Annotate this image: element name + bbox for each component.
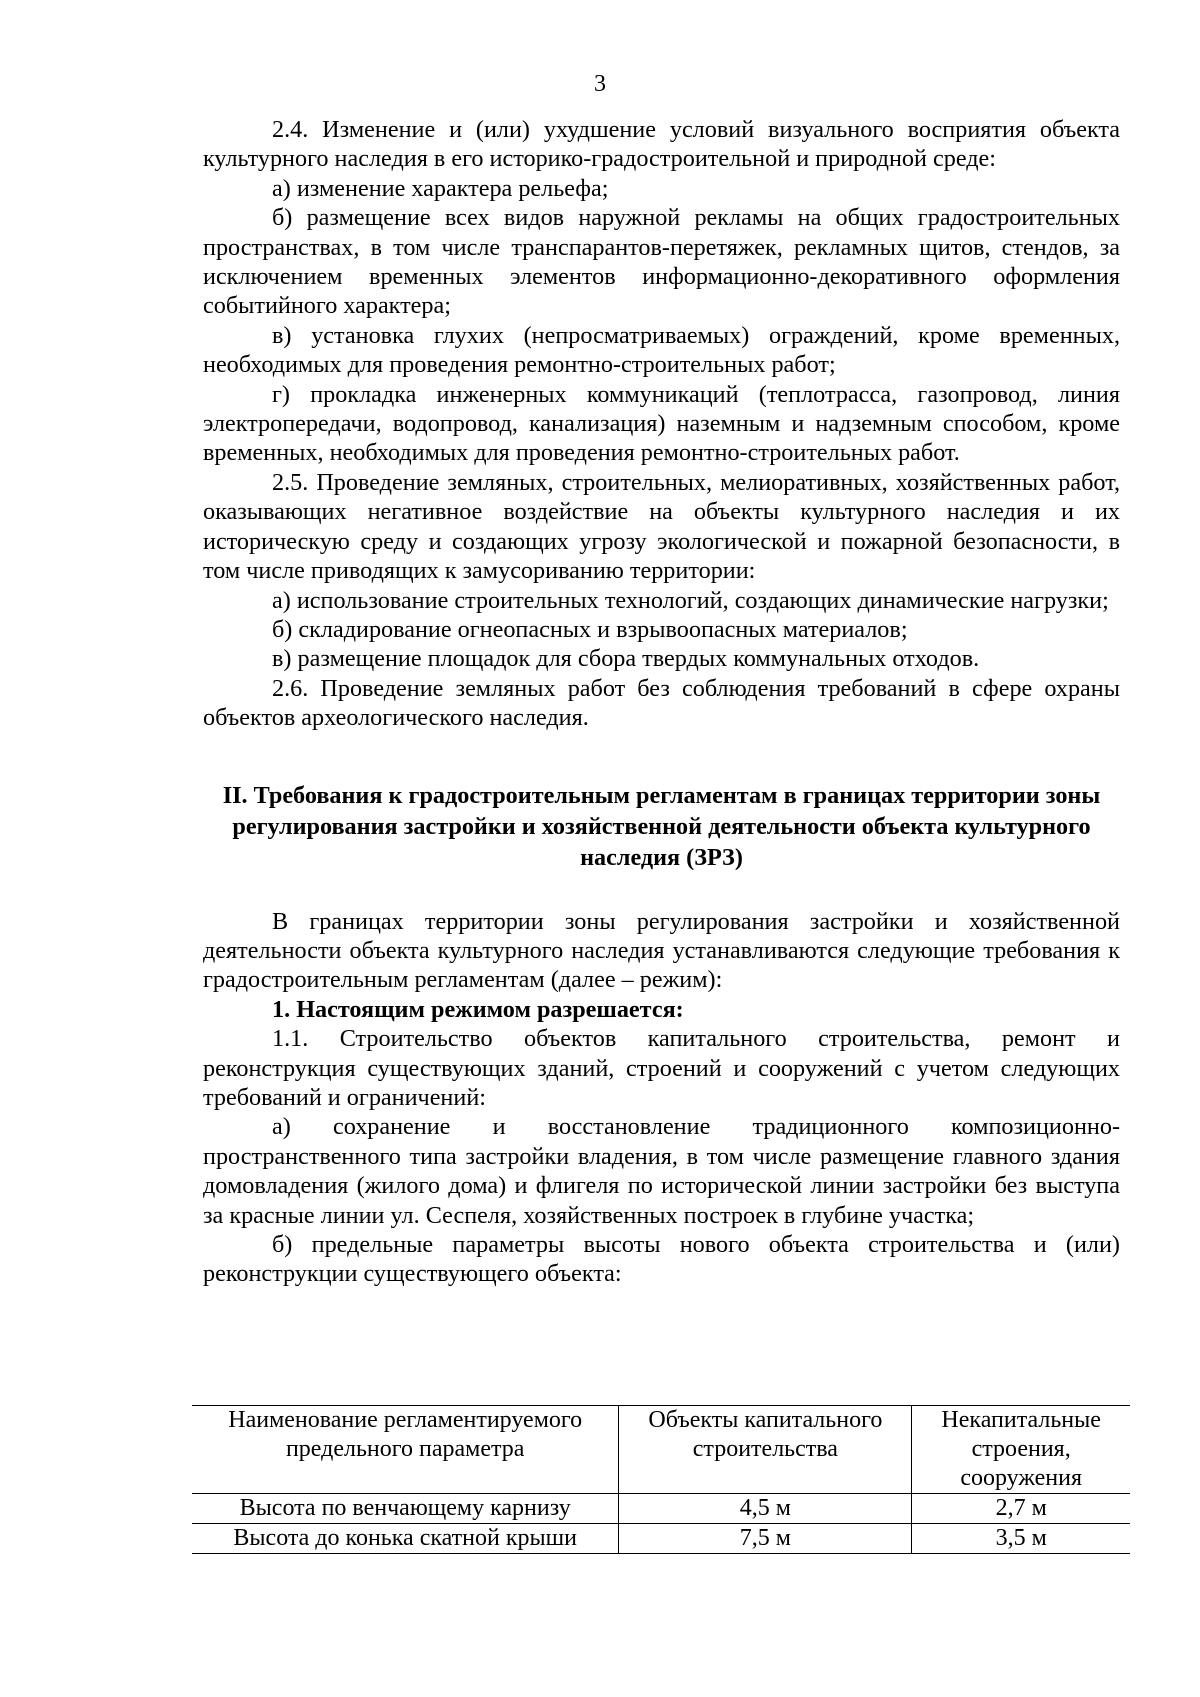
paragraph: а) сохранение и восстановление традиционного композиционно-пространственного типа застройки владения, в том числе размещение главного здания домовладения (жилого дома) и флигеля по исторической линии застройки без выступа за красные линии ул. Сеспеля, хозяйственных построек в глубине участка; bbox=[203, 1113, 1120, 1229]
table-cell: 7,5 м bbox=[619, 1524, 912, 1554]
paragraph: 2.6. Проведение земляных работ без соблюдения требований в сфере охраны объектов археологического наследия. bbox=[203, 674, 1120, 732]
table-cell: Высота до конька скатной крыши bbox=[192, 1524, 619, 1554]
paragraph: б) складирование огнеопасных и взрывоопасных материалов; bbox=[272, 615, 908, 643]
paragraph: 2.4. Изменение и (или) ухудшение условий визуального восприятия объекта культурного наследия в его историко-градостроительной и природной среде: bbox=[203, 116, 1120, 173]
parameters-table bbox=[192, 1405, 1130, 1554]
table-cell: 2,7 м bbox=[995, 1495, 1047, 1521]
paragraph: а) использование строительных технологий, создающих динамические нагрузки; bbox=[272, 586, 1109, 614]
table-row bbox=[192, 1494, 1130, 1524]
table-header-cell: Объекты капитального строительства bbox=[619, 1406, 912, 1494]
paragraph: 1.1. Строительство объектов капитального строительства, ремонт и реконструкция существующих зданий, строений и сооружений с учетом следующих требований и ограничений: bbox=[203, 1025, 1120, 1111]
paragraph: б) размещение всех видов наружной рекламы на общих градостроительных пространствах, в том числе транспарантов-перетяжек, рекламных щитов, стендов, за исключением временных элементов информационно-декоративного оформления событийного характера; bbox=[203, 204, 1120, 320]
paragraph: 2.5. Проведение земляных, строительных, мелиоративных, хозяйственных работ, оказывающих негативное воздействие на объекты культурного наследия и их историческую среду и создающих угрозу экологической и пожарной безопасности, в том числе приводящих к замусориванию территории: bbox=[203, 468, 1120, 585]
intro-paragraph: В границах территории зоны регулирования застройки и хозяйственной деятельности объекта культурного наследия устанавливаются следующие требования к градостроительным регламентам (далее – режим): bbox=[203, 907, 1120, 994]
page-number: 3 bbox=[594, 71, 606, 97]
table-row bbox=[192, 1524, 1130, 1554]
table-cell: Высота по венчающему карнизу bbox=[192, 1494, 619, 1524]
section-heading: II. Требования к градостроительным регламентам в границах территории зоны регулирования застройки и хозяйственной деятельности объекта культурного наследия (ЗРЗ) bbox=[222, 781, 1101, 871]
paragraph: б) предельные параметры высоты нового объекта строительства и (или) реконструкции существующего объекта: bbox=[203, 1231, 1120, 1288]
table-header-cell: Наименование регламентируемого предельного параметра bbox=[192, 1406, 619, 1494]
subheading: 1. Настоящим режимом разрешается: bbox=[272, 995, 684, 1023]
paragraph: а) изменение характера рельефа; bbox=[272, 174, 609, 202]
table-header-cell: Некапитальные строения, сооружения bbox=[941, 1407, 1101, 1491]
table-cell: 4,5 м bbox=[619, 1494, 912, 1524]
paragraph: в) установка глухих (непросматриваемых) ограждений, кроме временных, необходимых для проведения ремонтно-строительных работ; bbox=[203, 321, 1120, 379]
table-cell: 3,5 м bbox=[995, 1525, 1047, 1551]
table-header-row bbox=[192, 1406, 1130, 1494]
paragraph: г) прокладка инженерных коммуникаций (теплотрасса, газопровод, линия электропередачи, водопровод, канализация) наземным и надземным способом, кроме временных, необходимых для проведения ремонтно-строительных работ. bbox=[203, 380, 1120, 467]
document-body bbox=[203, 115, 1120, 1289]
paragraph: в) размещение площадок для сбора твердых коммунальных отходов. bbox=[272, 645, 980, 673]
